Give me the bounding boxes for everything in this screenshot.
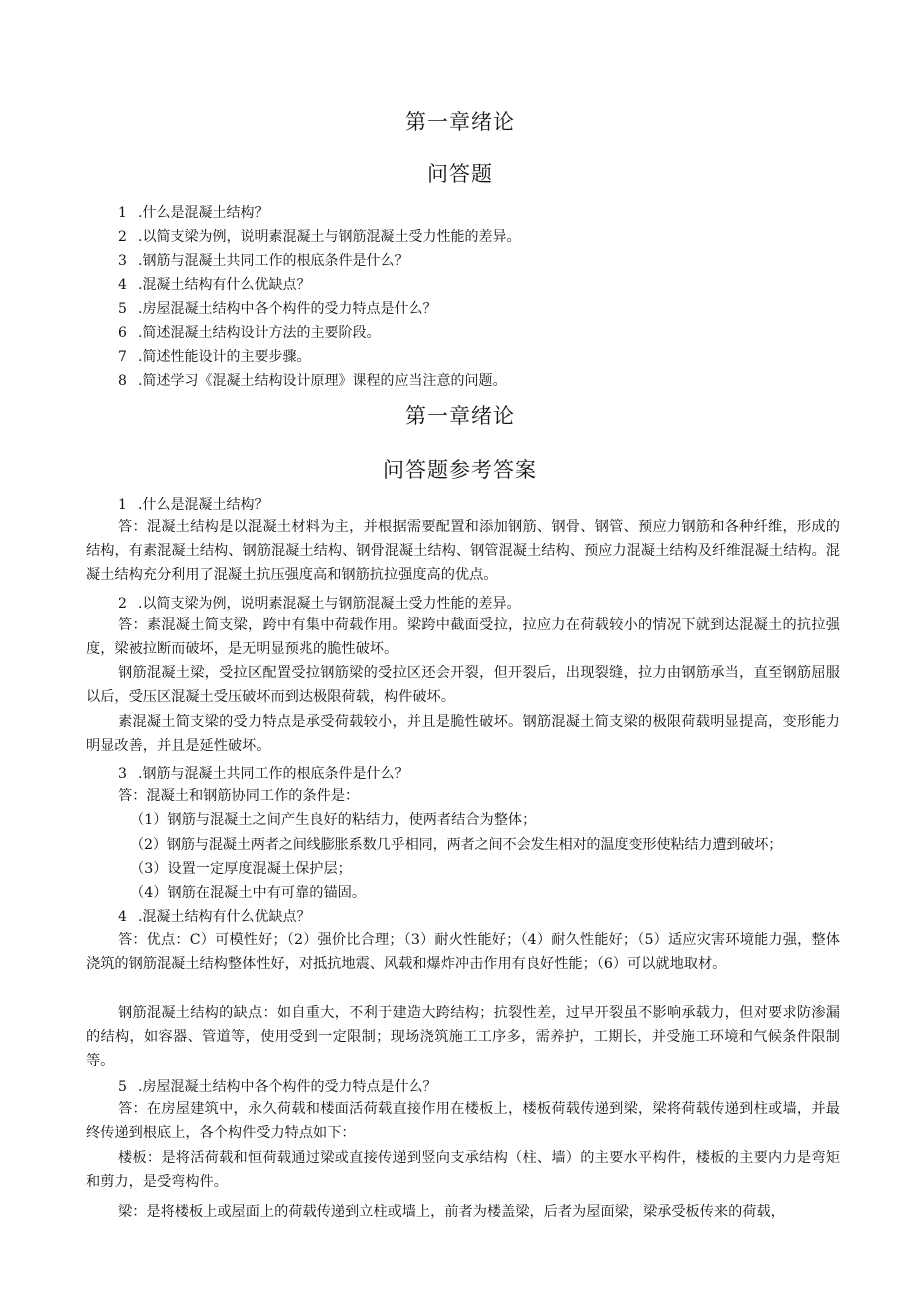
answer-question-heading <box>118 494 268 514</box>
question-item <box>118 346 310 366</box>
question-text: .什么是混凝土结构？ <box>138 497 269 513</box>
answer-paragraph: 答：在房屋建筑中，永久荷载和楼面活荷载直接作用在楼板上，楼板荷载传递到梁，梁将荷载传递到柱或墙，并最终传递到根底上，各个构件受力特点如下： <box>86 1101 840 1141</box>
question-text: .混凝土结构有什么优缺点？ <box>138 909 311 925</box>
question-text: .简述混凝土结构设计方法的主要阶段。 <box>138 325 381 341</box>
answer-question-heading <box>118 906 310 926</box>
answer-list-item: （2）钢筋与混凝土两者之间线膨胀系数几乎相同，两者之间不会发生相对的温度变形使粘结力遭到破坏； <box>130 837 783 853</box>
answer-intro: 答：混凝土和钢筋协同工作的条件是： <box>118 788 360 804</box>
questions-title: 问答题 <box>427 162 493 186</box>
question-number: 5 <box>118 301 127 317</box>
answer-list-item: （4）钢筋在混凝土中有可靠的锚固。 <box>130 885 367 901</box>
question-number: 3 <box>118 253 127 269</box>
question-text: .钢筋与混凝土共同工作的根底条件是什么？ <box>138 253 409 269</box>
answer-paragraph: 梁：是将楼板上或屋面上的荷载传递到立柱或墙上，前者为楼盖梁，后者为屋面梁，梁承受板传来的荷载， <box>118 1204 785 1220</box>
answer-paragraph: 素混凝土简支梁的受力特点是承受荷载较小，并且是脆性破坏。钢筋混凝土简支梁的极限荷载明显提高，变形能力明显改善，并且是延性破坏。 <box>86 714 840 754</box>
question-text: .简述性能设计的主要步骤。 <box>138 349 311 365</box>
answer-paragraph: 答：优点：C）可模性好；（2）强价比合理；（3）耐火性能好；（4）耐久性能好；（5）适应灾害环境能力强，整体浇筑的钢筋混凝土结构整体性好，对抵抗地震、风载和爆炸冲击作用有良好性能；（6）可以就地取材。 <box>86 932 840 972</box>
answer-list-item: （3）设置一定厚度混凝土保护层； <box>130 861 352 877</box>
question-number: 1 <box>118 205 127 221</box>
question-text: .房屋混凝土结构中各个构件的受力特点是什么？ <box>138 1079 437 1095</box>
question-item <box>118 274 310 294</box>
answer-paragraph: 楼板：是将活荷载和恒荷载通过梁或直接传递到竖向支承结构（柱、墙）的主要水平构件，楼板的主要内力是弯矩和剪力，是受弯构件。 <box>86 1150 840 1190</box>
question-item <box>118 250 408 270</box>
question-item <box>118 202 268 222</box>
answer-question-heading <box>118 593 520 613</box>
chapter-title: 第一章绪论 <box>405 110 515 134</box>
answers-title: 问答题参考答案 <box>383 458 537 482</box>
question-item <box>118 226 520 246</box>
answer-list-item: （1）钢筋与混凝土之间产生良好的粘结力，使两者结合为整体； <box>130 812 537 828</box>
answer-question-heading <box>118 763 408 783</box>
question-text: .以简支梁为例，说明素混凝土与钢筋混凝土受力性能的差异。 <box>138 596 521 612</box>
question-number: 4 <box>118 909 127 925</box>
question-number: 4 <box>118 277 127 293</box>
question-number: 8 <box>118 373 127 389</box>
question-number: 1 <box>118 497 127 513</box>
question-item <box>118 370 506 390</box>
answer-question-heading <box>118 1076 436 1096</box>
answer-paragraph: 钢筋混凝土结构的缺点：如自重大，不利于建造大跨结构；抗裂性差，过早开裂虽不影响承载力，但对要求防渗漏的结构，如容器、管道等，使用受到一定限制；现场浇筑施工工序多，需养护，工期长，并受施工环境和气候条件限制等。 <box>86 1005 840 1069</box>
answer-paragraph: 答：混凝土结构是以混凝土材料为主，并根据需要配置和添加钢筋、钢骨、钢管、预应力钢筋和各种纤维，形成的结构，有素混凝土结构、钢筋混凝土结构、钢骨混凝土结构、钢管混凝土结构、预应力混凝土结构及纤维混凝土结构。混凝土结构充分利用了混凝土抗压强度高和钢筋抗拉强度高的优点。 <box>86 519 840 583</box>
question-number: 2 <box>118 229 127 245</box>
question-item <box>118 298 436 318</box>
question-number: 5 <box>118 1079 127 1095</box>
question-number: 2 <box>118 596 127 612</box>
question-item <box>118 322 380 342</box>
question-text: .什么是混凝土结构？ <box>138 205 269 221</box>
question-number: 6 <box>118 325 127 341</box>
answer-paragraph: 答：素混凝土简支梁，跨中有集中荷载作用。梁跨中截面受拉，拉应力在荷载较小的情况下就到达混凝土的抗拉强度，梁被拉断而破坏，是无明显预兆的脆性破坏。 <box>86 617 840 657</box>
question-number: 7 <box>118 349 127 365</box>
question-number: 3 <box>118 766 127 782</box>
question-text: .房屋混凝土结构中各个构件的受力特点是什么？ <box>138 301 437 317</box>
question-text: .钢筋与混凝土共同工作的根底条件是什么？ <box>138 766 409 782</box>
answers-chapter-title: 第一章绪论 <box>405 404 515 428</box>
question-text: .以简支梁为例，说明素混凝土与钢筋混凝土受力性能的差异。 <box>138 229 521 245</box>
question-text: .混凝土结构有什么优缺点？ <box>138 277 311 293</box>
question-text: .简述学习《混凝土结构设计原理》课程的应当注意的问题。 <box>138 373 507 389</box>
answer-paragraph: 钢筋混凝土梁，受拉区配置受拉钢筋梁的受拉区还会开裂，但开裂后，出现裂缝，拉力由钢筋承当，直至钢筋屈服以后，受压区混凝土受压破坏而到达极限荷载，构件破坏。 <box>86 665 840 705</box>
